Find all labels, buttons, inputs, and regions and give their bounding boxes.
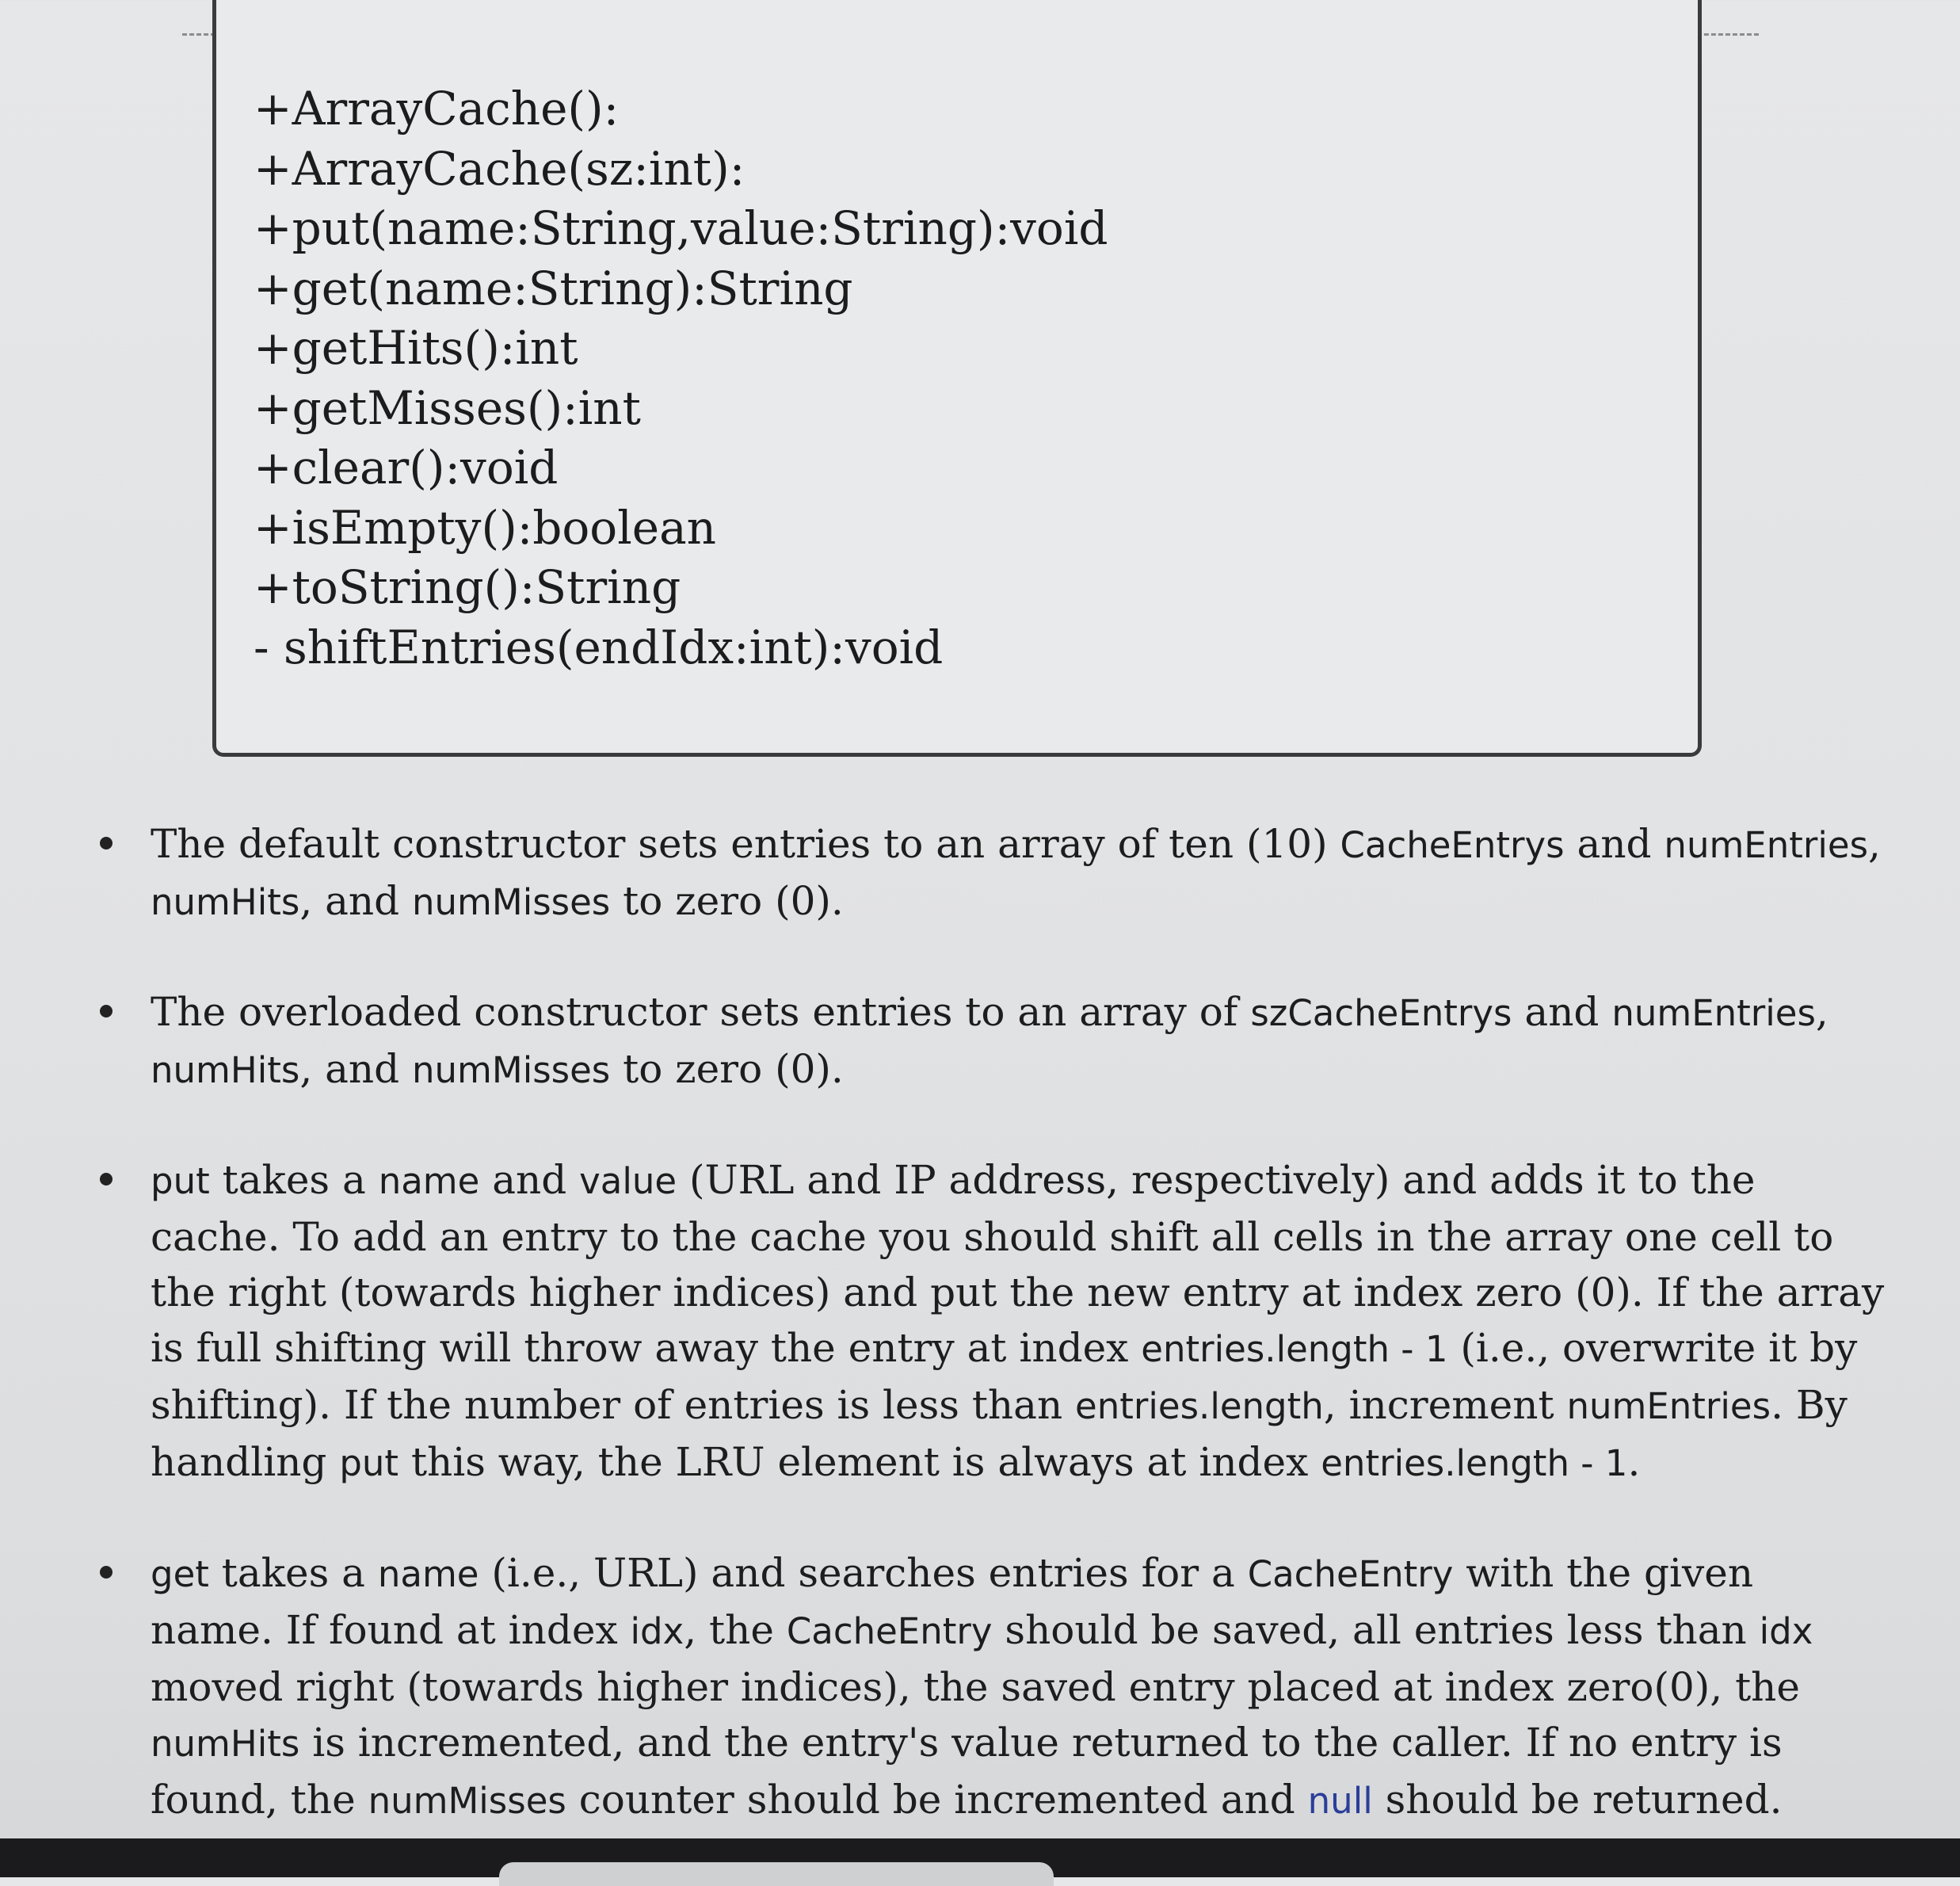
text-run: should be saved, all entries less than (992, 1607, 1760, 1653)
text-run: (i.e., URL) and searches (479, 1550, 989, 1596)
bullet-put-method (95, 1152, 1886, 1491)
text-run: (i.e., overwrite it by shifting). If the number of entries is less than (151, 1325, 1858, 1428)
screen-bottom-tab (499, 1862, 1054, 1886)
code-term: CacheEntry (786, 1610, 993, 1652)
description-bullet-list (95, 816, 1886, 1883)
code-term: value (579, 1160, 677, 1202)
text-run: entries (988, 1550, 1129, 1596)
code-term: numEntries (1664, 824, 1869, 866)
uml-method-overloaded-constructor: +ArrayCache(sz:int): (254, 141, 745, 196)
text-run: moved right (towards higher indices), the saved entry placed at index zero(0), the (151, 1664, 1800, 1710)
code-term: idx (1759, 1610, 1813, 1652)
code-term: numEntries (1566, 1385, 1771, 1427)
text-run: takes a (209, 1157, 379, 1203)
code-term: name (377, 1553, 479, 1595)
bullet-dot-icon (100, 837, 112, 849)
text-run: , increment (1323, 1382, 1567, 1428)
bullet-text (151, 816, 1886, 930)
code-term: get (151, 1553, 209, 1595)
code-term: entries.length - 1 (1321, 1442, 1628, 1484)
code-term: numHits (151, 881, 300, 923)
uml-method-put: +put(name:String,value:String):void (254, 201, 1108, 255)
uml-method-default-constructor: +ArrayCache(): (254, 82, 620, 136)
text-run: to zero (0). (610, 1046, 844, 1092)
code-term: entries.length - 1 (1141, 1328, 1448, 1370)
bullet-text (151, 1545, 1886, 1829)
text-run: to an array of ten (10) (871, 821, 1340, 867)
code-term: CacheEntrys (1340, 824, 1565, 866)
text-run: to zero (0). (610, 878, 844, 924)
code-term: numMisses (412, 881, 611, 923)
text-run: and (479, 1157, 580, 1203)
text-run: The overloaded constructor sets (151, 989, 813, 1035)
code-term: numHits (151, 1723, 300, 1765)
text-run: and (1512, 989, 1612, 1035)
code-term: numEntries (1611, 992, 1816, 1034)
text-run: with the given name. If found at index (151, 1550, 1754, 1653)
text-run: , and (299, 878, 413, 924)
code-term: numMisses (412, 1049, 611, 1091)
bullet-overloaded-constructor (95, 984, 1886, 1098)
text-run: entries (730, 821, 871, 867)
text-run: takes a (208, 1550, 378, 1596)
bullet-default-constructor (95, 816, 1886, 930)
bullet-dot-icon (100, 1005, 112, 1017)
uml-method-list (254, 79, 1108, 678)
bullet-dot-icon (100, 1173, 112, 1185)
code-term: CacheEntry (1247, 1553, 1454, 1595)
text-run: . By handling (151, 1382, 1848, 1485)
text-run: . (1627, 1439, 1641, 1485)
null-keyword: null (1307, 1780, 1373, 1822)
text-run: for a (1128, 1550, 1248, 1596)
text-run: , the (684, 1607, 787, 1653)
code-term: szCacheEntrys (1250, 992, 1512, 1034)
uml-method-shift-entries: - shiftEntries(endIdx:int):void (254, 620, 944, 674)
bullet-dot-icon (100, 1566, 112, 1579)
uml-method-get: +get(name:String):String (254, 261, 853, 315)
bullet-get-method (95, 1545, 1886, 1829)
code-term: put (151, 1160, 210, 1202)
text-run: counter should be incremented and (566, 1777, 1308, 1823)
text-run: , (1815, 989, 1828, 1035)
code-term: numMisses (368, 1780, 566, 1822)
bullet-text (151, 1152, 1886, 1491)
text-run: , and (299, 1046, 413, 1092)
text-run: , (1868, 821, 1881, 867)
uml-method-to-string: +toString():String (254, 560, 681, 614)
uml-method-clear: +clear():void (254, 441, 559, 494)
bullet-text (151, 984, 1886, 1098)
code-term: name (378, 1160, 480, 1202)
code-term: numHits (151, 1049, 300, 1091)
text-run: should be returned. (1372, 1777, 1783, 1823)
text-run: is incremented, and the entry's value returned to the caller. If no entry is found, the (151, 1720, 1783, 1823)
text-run: this way, the LRU element is always at index (398, 1439, 1321, 1485)
uml-method-get-hits: +getHits():int (254, 321, 578, 375)
text-run: The default constructor sets (151, 821, 731, 867)
text-run: to an array of (952, 989, 1251, 1035)
text-run: (URL and IP address, respectively) and adds it to the cache. To add an entry to the cache you should shift all cells in the array one cell to the right (towards higher indices) and put the new entry at index zero (0). If the array is full shifting will throw away the entry at index (151, 1157, 1885, 1371)
code-term: put (339, 1442, 399, 1484)
text-run: entries (812, 989, 953, 1035)
uml-method-is-empty: +isEmpty():boolean (254, 500, 717, 555)
code-term: entries.length (1075, 1385, 1324, 1427)
code-term: idx (630, 1610, 684, 1652)
text-run: and (1564, 821, 1664, 867)
uml-method-get-misses: +getMisses():int (254, 380, 641, 435)
